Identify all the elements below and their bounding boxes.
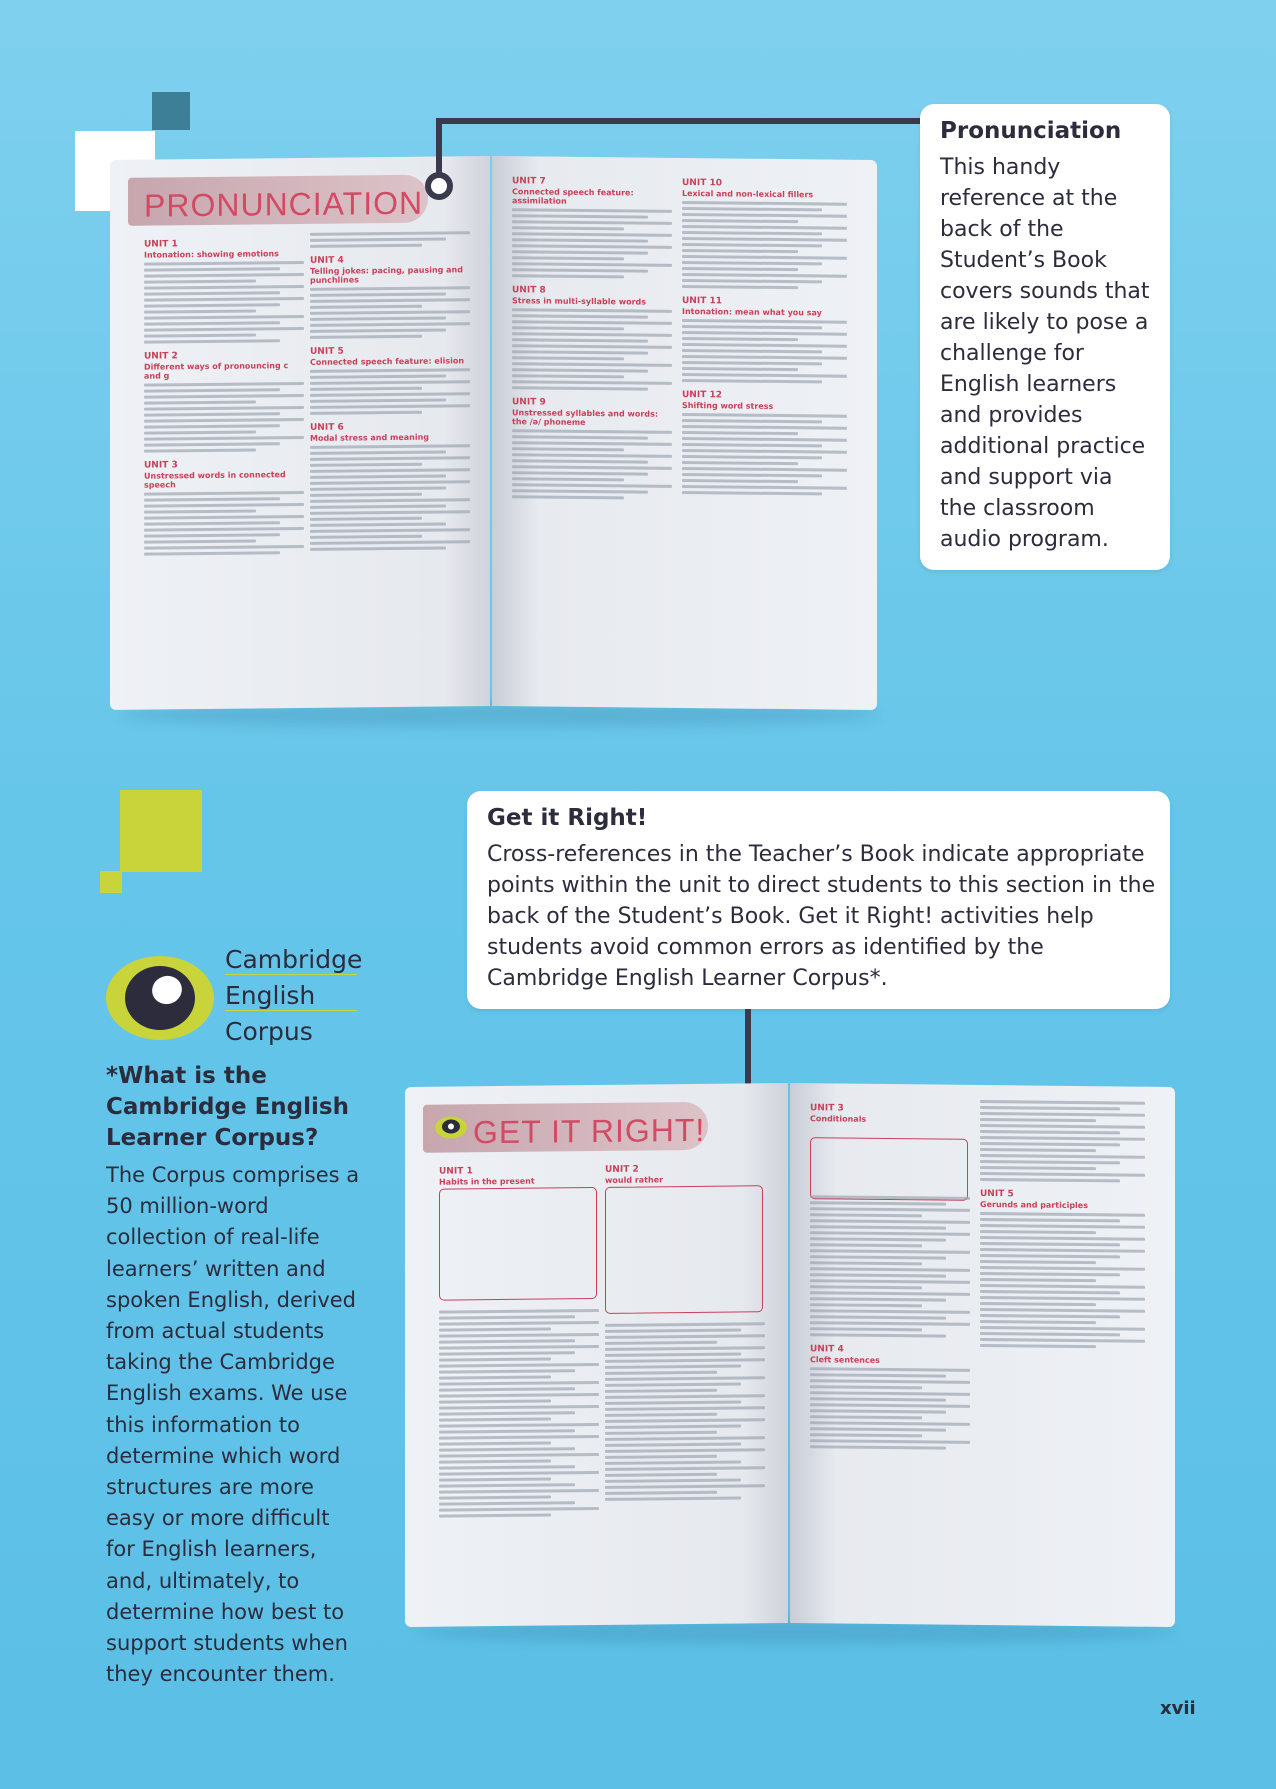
unit-heading: UNIT 2 <box>605 1164 639 1175</box>
unit-block <box>310 254 470 339</box>
unit-heading: UNIT 8 <box>512 285 546 296</box>
get-it-right-callout-title: Get it Right! <box>487 805 648 831</box>
corpus-info-title: *What is the Cambridge English Learner Corpus? <box>106 1063 349 1151</box>
unit-heading: UNIT 1 <box>144 239 178 250</box>
unit-heading: UNIT 12 <box>682 389 722 401</box>
unit-subtitle: Telling jokes: pacing, pausing and punchlines <box>310 265 463 285</box>
unit-subtitle: Unstressed syllables and words: the /ə/ phoneme <box>512 408 659 427</box>
decor-square-green-small <box>100 871 122 893</box>
unit-heading: UNIT 11 <box>682 295 722 307</box>
unit-heading: UNIT 7 <box>512 176 546 187</box>
unit-heading: UNIT 9 <box>512 397 546 408</box>
page-number: xvii <box>1160 1698 1196 1719</box>
pronunciation-connector-node <box>425 172 453 200</box>
unit-subtitle: Modal stress and meaning <box>310 432 429 443</box>
unit-block <box>310 345 470 415</box>
pronunciation-callout-title: Pronunciation <box>940 118 1122 144</box>
pronunciation-left-page <box>110 156 490 710</box>
unit-block <box>144 238 304 344</box>
unit-heading: UNIT 2 <box>144 351 178 362</box>
unit-block <box>512 285 672 391</box>
unit-subtitle: Habits in the present <box>439 1176 535 1187</box>
unit-heading: UNIT 5 <box>310 346 344 357</box>
pronunciation-left-col-1 <box>144 230 304 559</box>
unit-block <box>682 178 847 290</box>
unit-block <box>512 176 672 279</box>
get-it-right-callout <box>467 791 1170 1009</box>
unit-heading: UNIT 3 <box>810 1103 844 1114</box>
pronunciation-left-col-2 <box>310 228 470 554</box>
pronunciation-right-col-1 <box>512 168 672 503</box>
unit-block <box>144 350 304 453</box>
unit-subtitle: Different ways of pronouncing c and g <box>144 361 289 381</box>
pronunciation-book-spread <box>110 158 880 713</box>
unit-subtitle: Stress in multi-syllable words <box>512 296 647 307</box>
get-it-right-left-col-1 <box>439 1157 599 1521</box>
unit-block <box>439 1165 599 1518</box>
unit-subtitle: Connected speech feature: elision <box>310 356 465 367</box>
corpus-logo-rule <box>225 1010 357 1011</box>
unit-subtitle: Unstressed words in connected speech <box>144 470 286 490</box>
decor-square-dark <box>152 92 190 130</box>
unit-block <box>810 1103 970 1338</box>
pronunciation-callout <box>920 104 1170 570</box>
corpus-logo-line1: Cambridge <box>225 945 363 974</box>
corpus-logo-line2: English <box>225 981 316 1010</box>
unit-subtitle: Conditionals <box>810 1114 867 1124</box>
get-it-right-right-page <box>790 1083 1175 1627</box>
unit-subtitle: Gerunds and participles <box>980 1199 1088 1211</box>
unit-heading: UNIT 3 <box>144 460 178 471</box>
pronunciation-banner-title: PRONUNCIATION <box>144 184 424 224</box>
unit-block <box>810 1344 970 1450</box>
unit-subtitle: Cleft sentences <box>810 1355 880 1365</box>
unit-subtitle: Intonation: showing emotions <box>144 249 279 260</box>
unit-heading: UNIT 1 <box>439 1166 473 1177</box>
unit-subtitle: Shifting word stress <box>682 400 774 411</box>
unit-block <box>605 1163 765 1501</box>
corpus-logo-line3: Corpus <box>225 1017 313 1046</box>
unit-heading: UNIT 6 <box>310 422 344 433</box>
unit-subtitle: Lexical and non-lexical fillers <box>682 188 814 200</box>
unit-block <box>682 296 847 384</box>
unit-heading: UNIT 4 <box>810 1344 844 1355</box>
unit-block <box>144 459 304 556</box>
get-it-right-left-col-2 <box>605 1155 765 1504</box>
unit-heading: UNIT 10 <box>682 177 722 189</box>
unit-block <box>310 421 470 551</box>
decor-square-green-large <box>120 790 202 872</box>
unit-block <box>980 1189 1145 1349</box>
get-it-right-book-spread <box>405 1085 1177 1630</box>
get-it-right-right-col-1 <box>810 1095 970 1453</box>
unit-heading: UNIT 5 <box>980 1188 1014 1200</box>
unit-subtitle: would rather <box>605 1175 664 1185</box>
pronunciation-connector-vertical <box>436 118 442 180</box>
unit-heading: UNIT 4 <box>310 255 344 266</box>
get-it-right-banner-title: GET IT RIGHT! <box>473 1111 706 1151</box>
get-it-right-left-page <box>405 1083 788 1627</box>
corpus-logo <box>105 945 363 1048</box>
corpus-info-text: The Corpus comprises a 50 million-word collection of real-life learners’ written and spoken English, derived from actual students taking the Cambridge English exams. We use this information to determine which word structures are more easy or more difficult for English learners, and, ultimately, to determine how best to support students when they encounter them. <box>106 1163 360 1687</box>
unit-subtitle: Connected speech feature: assimilation <box>512 187 634 206</box>
unit-block <box>682 390 847 496</box>
get-it-right-callout-text: Cross-references in the Teacher’s Book indicate appropriate points within the unit to direct students to this section in the back of the Student’s Book. Get it Right! activities help students avoid common errors as identified by the Cambridge English Learner Corpus*. <box>487 842 1156 991</box>
get-it-right-right-col-2 <box>980 1097 1145 1352</box>
pronunciation-callout-text: This handy reference at the back of the Student’s Book covers sounds that are likely to pose a challenge for English learners and provides additional practice and support via the classroom audio program. <box>940 155 1150 552</box>
pronunciation-right-page <box>492 156 877 710</box>
unit-subtitle: Intonation: mean what you say <box>682 306 822 318</box>
pronunciation-connector-horizontal <box>436 118 922 124</box>
unit-block <box>512 397 672 500</box>
corpus-eye-icon <box>105 952 215 1044</box>
corpus-logo-rule <box>225 974 357 975</box>
pronunciation-right-col-2 <box>682 170 847 499</box>
